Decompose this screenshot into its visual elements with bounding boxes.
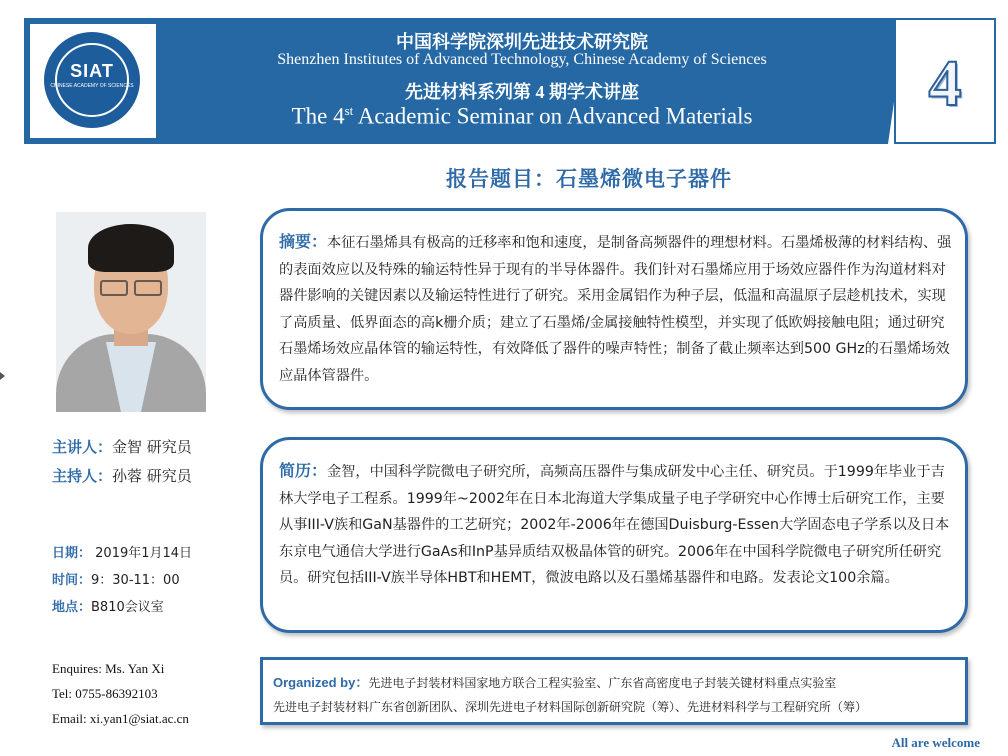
org-name-cn: 中国科学院深圳先进技术研究院 xyxy=(396,32,648,52)
organized-text-1: 先进电子封装材料国家地方联合工程实验室、广东省高密度电子封装关键材料重点实验室 xyxy=(368,676,837,690)
organized-line-1 xyxy=(273,672,836,691)
abstract-text: 本征石墨烯具有极高的迁移率和饱和速度，是制备高频器件的理想材料。石墨烯极薄的材料结构、强的表面效应以及特殊的输运特性异于现有的半导体器件。我们针对石墨烯应用于场效应器件作为沟道材料对器件影响的关键因素以及输运特性进行了研究。采用金属铝作为种子层，低温和高温原子层趁机技术，实现了高质量、低界面态的高k栅介质；建立了石墨烯/金属接触特性模型，并实现了低欧姆接触电阻；通过研究石墨烯场效应晶体管的输运特性，有效降低了器件的噪声特性；制备了截止频率达到500 GHz的石墨烯场效应晶体管器件。 xyxy=(279,235,952,384)
series-title-en-sup: st xyxy=(344,103,354,118)
host-row xyxy=(52,465,192,486)
header-banner xyxy=(24,18,996,144)
contact-email: Email: xi.yan1@siat.ac.cn xyxy=(52,711,189,726)
time-row xyxy=(52,569,180,588)
place-label: 地点： xyxy=(52,600,92,615)
bio-content xyxy=(279,458,957,592)
speaker-photo xyxy=(56,212,206,412)
speaker-value: 金智 研究员 xyxy=(112,438,192,456)
siat-logo xyxy=(44,32,140,128)
host-label: 主持人： xyxy=(52,467,113,485)
logo-container xyxy=(30,24,156,138)
time-value: 9：30-11：00 xyxy=(91,573,180,588)
time-label: 时间： xyxy=(52,573,92,588)
side-arrow-marker xyxy=(0,372,5,380)
abstract-label: 摘要： xyxy=(279,232,328,251)
series-title-en-prefix: The 4 xyxy=(291,103,345,129)
seminar-number: 4 xyxy=(928,47,962,120)
series-title-en-suffix: Academic Seminar on Advanced Materials xyxy=(353,103,753,129)
banner-background xyxy=(24,18,888,144)
logo-subtext: CHINESE ACADEMY OF SCIENCES xyxy=(50,83,134,89)
place-value: B810会议室 xyxy=(91,600,164,615)
speaker-row xyxy=(52,436,192,457)
organized-by-box xyxy=(260,657,968,725)
abstract-box xyxy=(260,208,968,410)
logo-text: SIAT xyxy=(70,61,114,81)
series-title-cn: 先进材料系列第 4 期学术讲座 xyxy=(405,82,639,102)
series-title-en xyxy=(162,103,882,130)
contact-enquires: Enquires: Ms. Yan Xi xyxy=(52,661,165,676)
seminar-number-box xyxy=(894,18,996,144)
footer-welcome: All are welcome xyxy=(891,735,980,750)
host-value: 孙蓉 研究员 xyxy=(112,467,192,485)
date-value: 2019年1月14日 xyxy=(91,546,193,561)
photo-hair xyxy=(88,224,174,272)
photo-glasses xyxy=(100,280,162,294)
bio-label: 简历： xyxy=(279,461,328,480)
bio-box xyxy=(260,437,968,633)
contact-tel: Tel: 0755-86392103 xyxy=(52,686,158,701)
talk-title: 报告题目：石墨烯微电子器件 xyxy=(446,167,732,191)
organized-label: Organized by： xyxy=(273,675,369,690)
organized-line-2: 先进电子封装材料广东省创新团队、深圳先进电子材料国际创新研究院（筹）、先进材料科学与工程研究所（筹） xyxy=(273,700,868,714)
place-row xyxy=(52,596,164,615)
date-row xyxy=(52,542,192,561)
org-name-en: Shenzhen Institutes of Advanced Technology, Chinese Academy of Sciences xyxy=(277,51,767,68)
abstract-content xyxy=(279,229,957,389)
date-label: 日期： xyxy=(52,546,92,561)
speaker-label: 主讲人： xyxy=(52,438,113,456)
bio-text: 金智，中国科学院微电子研究所，高频高压器件与集成研发中心主任、研究员。于1999年毕业于吉林大学电子工程系。1999年~2002年在日本北海道大学集成量子电子学研究中心作博士后研究工作，主要从事III-V族和GaN基器件的工艺研究；2002年-2006年在德国Duisburg-Essen大学固态电子学系以及日本东京电气通信大学进行GaAs和InP基异质结双极晶体管的研究。2006年在中国科学院微电子研究所任研究员。研究包括III-V族半导体HBT和HEMT，微波电路以及石墨烯基器件和电路。发表论文100余篇。 xyxy=(279,464,950,586)
